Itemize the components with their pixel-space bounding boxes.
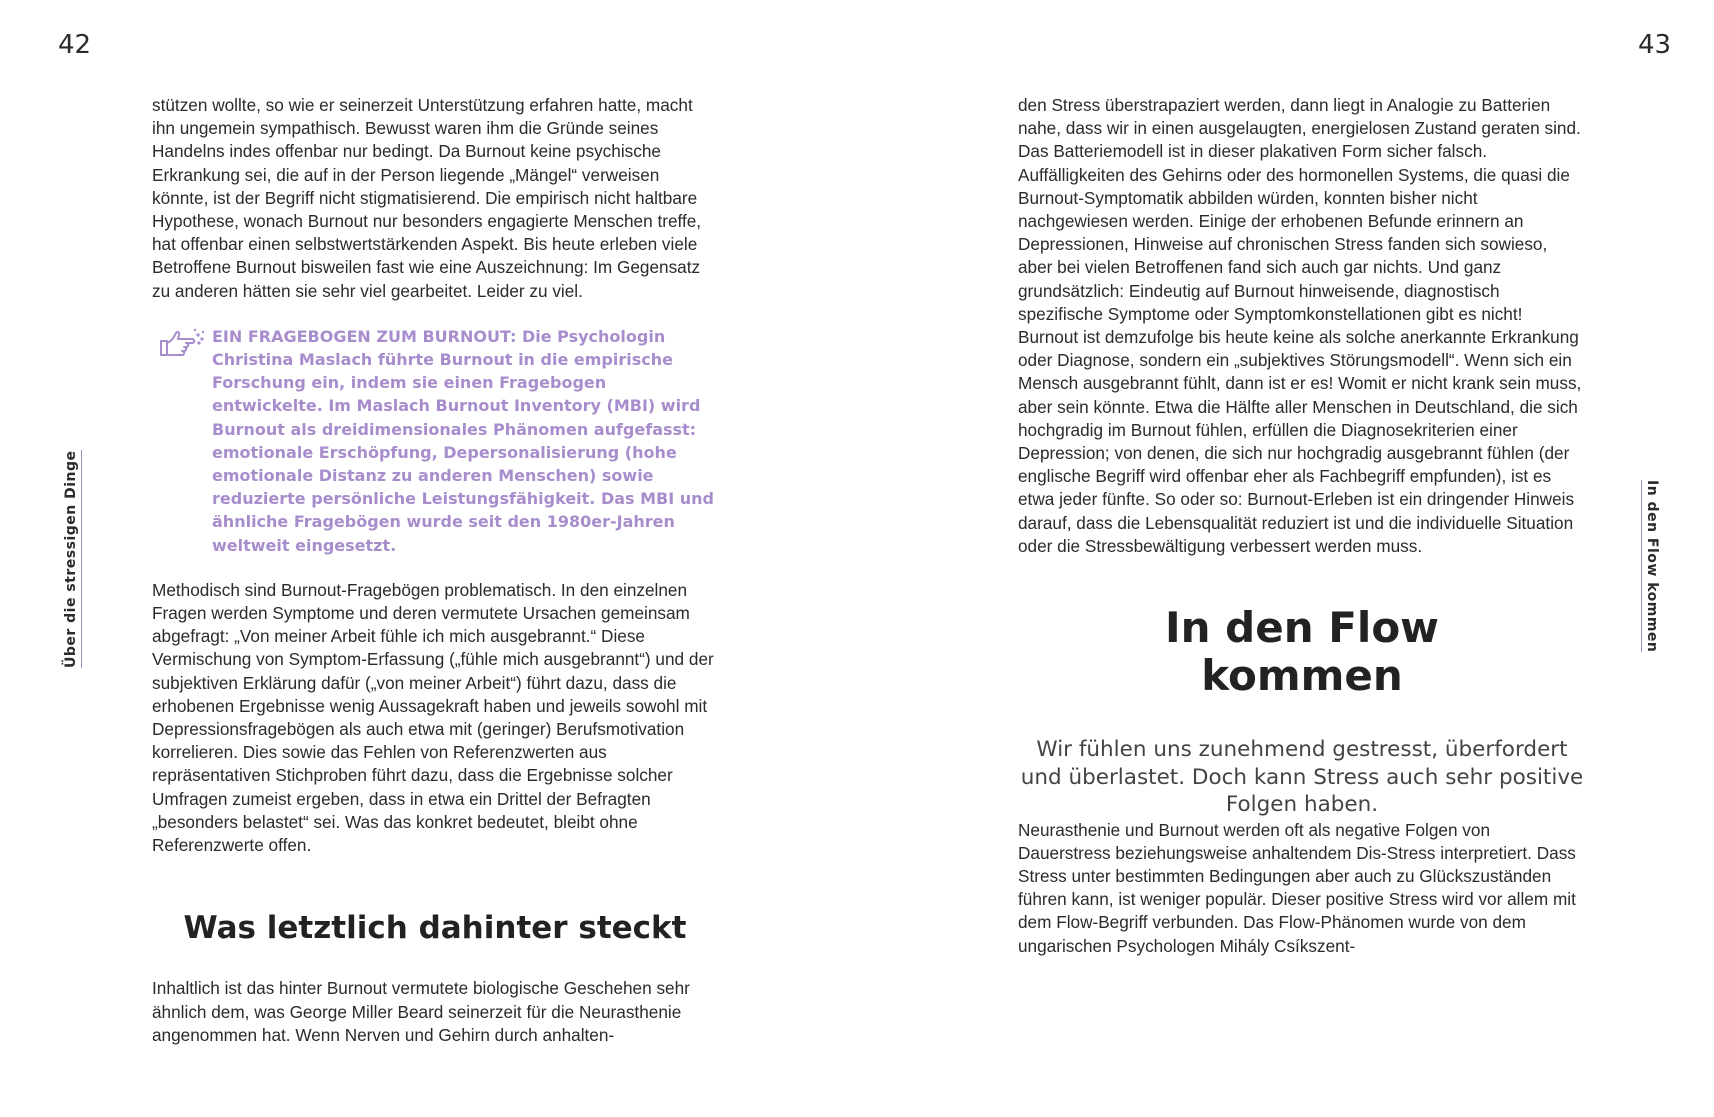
chapter-title-line: In den Flow xyxy=(1165,603,1439,653)
info-box xyxy=(152,325,718,557)
chapter-lead: Wir fühlen uns zunehmend gestresst, überfordert und überlastet. Doch kann Stress auch sehr positive Folgen haben. xyxy=(1020,737,1584,818)
body-paragraph: Methodisch sind Burnout-Fragebögen problematisch. In den einzelnen Fragen werden Symptome und deren vermutete Ursachen gemeinsam abgefragt: „Von meiner Arbeit fühle ich mich ausgebrannt.“ Diese Vermischung von Symptom-Erfassung („fühle mich ausgebrannt“) und der subjektiven Erklärung dafür („von meiner Arbeit“) führt dazu, dass die erhobenen Ergebnisse wenig Aussagekraft haben und jeweils sowohl mit Depressionsfragebögen als auch etwa mit (geringer) Berufsmotivation korrelieren. Dies sowie das Fehlen von Referenzwerten aus repräsentativen Stichproben führt dazu, dass die Ergebnisse solcher Umfragen zumeist ergeben, dass in etwa ein Drittel der Befragten „besonders belastet“ sei. Was das konkret bedeutet, bleibt ohne Referenzwerte offen. xyxy=(152,579,714,856)
page-number-right: 43 xyxy=(1638,30,1672,60)
section-heading: Was letztlich dahinter steckt xyxy=(183,910,687,947)
running-head-left: Über die stressigen Dinge xyxy=(63,450,82,668)
body-paragraph: Inhaltlich ist das hinter Burnout vermutete biologische Geschehen sehr ähnlich dem, was George Miller Beard seinerzeit für die Neurasthenie angenommen hat. Wenn Nerven und Gehirn durch anhalten- xyxy=(152,978,690,1045)
body-paragraph: den Stress überstrapaziert werden, dann liegt in Analogie zu Batterien nahe, dass wir in einen ausgelaugten, energielosen Zustand geraten sind. Das Batteriemodell ist in dieser plakativen Form sicher falsch. Auffälligkeiten des Gehirns oder des hormonellen Systems, die quasi die Burnout-Symptomatik abbilden würden, konnten bisher nicht nachgewiesen werden. Einige der erhobenen Befunde erinnern an Depressionen, Hinweise auf chronischen Stress fanden sich sowieso, aber bei vielen Betroffenen fand sich auch gar nichts. Und ganz grundsätzlich: Eindeutig auf Burnout hinweisende, diagnostisch spezifische Symptome oder Symptomkonstellationen gibt es nicht! Burnout ist demzufolge bis heute keine als solche anerkannte Erkrankung oder Diagnose, sondern ein „subjektives Störungsmodell“. Wenn sich ein Mensch ausgebrannt fühlt, dann ist er es! Womit er nicht krank sein muss, aber sein könnte. Etwa die Hälfte aller Menschen in Deutschland, die sich hochgradig im Burnout fühlen, erfüllen die Diagnosekriterien einer Depression; von denen, die sich nur hochgradig ausgebrannt fühlen (der englische Begriff wird offenbar eher als Fachbegriff empfunden), ist es etwa jeder fünfte. So oder so: Burnout-Erleben ist ein dringender Hinweis darauf, dass die Lebensqualität reduziert ist und die individuelle Situation oder die Stressbewältigung verbessert werden muss. xyxy=(1018,95,1582,556)
right-page-column xyxy=(1018,94,1586,958)
body-paragraph: Neurasthenie und Burnout werden oft als negative Folgen von Dauerstress beziehungsweise anhaltendem Dis-Stress interpretiert. Dass Stress unter bestimmten Bedingungen aber auch zu Glückszuständen führen kann, ist weniger populär. Dieser positive Stress wird vor allem mit dem Flow-Begriff verbunden. Das Flow-Phänomen wurde von dem ungarischen Psychologen Mihály Csíkszent- xyxy=(1018,819,1576,956)
pointing-hand-icon xyxy=(158,325,206,359)
running-head-right: In den Flow kommen xyxy=(1641,480,1660,652)
body-paragraph: stützen wollte, so wie er seinerzeit Unterstützung erfahren hatte, macht ihn ungemein sympathisch. Bewusst waren ihm die Gründe seines Handelns indes offenbar nur bedingt. Da Burnout keine psychische Erkrankung sei, die auf in der Person liegende „Mängel“ verweisen könnte, ist der Begriff nicht stigmatisierend. Die empirisch nicht haltbare Hypothese, wonach Burnout nur besonders engagierte Menschen treffe, hat offenbar einen selbstwertstärkenden Aspekt. Bis heute erleben viele Betroffene Burnout bisweilen fast wie eine Auszeichnung: Im Gegensatz zu anderen hätten sie sehr viel gearbeitet. Leider zu viel. xyxy=(152,95,702,301)
info-box-text: EIN FRAGEBOGEN ZUM BURNOUT: Die Psychologin Christina Maslach führte Burnout in die empirische Forschung ein, indem sie einen Fragebogen entwickelte. Im Maslach Burnout Inventory (MBI) wird Burnout als dreidimensionales Phänomen aufgefasst: emotionale Erschöpfung, Depersonalisierung (hohe emotionale Distanz zu anderen Menschen) sowie reduzierte persönliche Leistungsfähigkeit. Das MBI und ähnliche Fragebögen wurde seit den 1980er-Jahren weltweit eingesetzt. xyxy=(212,326,714,555)
left-page-column xyxy=(152,94,718,1047)
chapter-title xyxy=(1018,604,1586,700)
page-number-left: 42 xyxy=(58,30,92,60)
chapter-title-line: kommen xyxy=(1201,651,1403,701)
